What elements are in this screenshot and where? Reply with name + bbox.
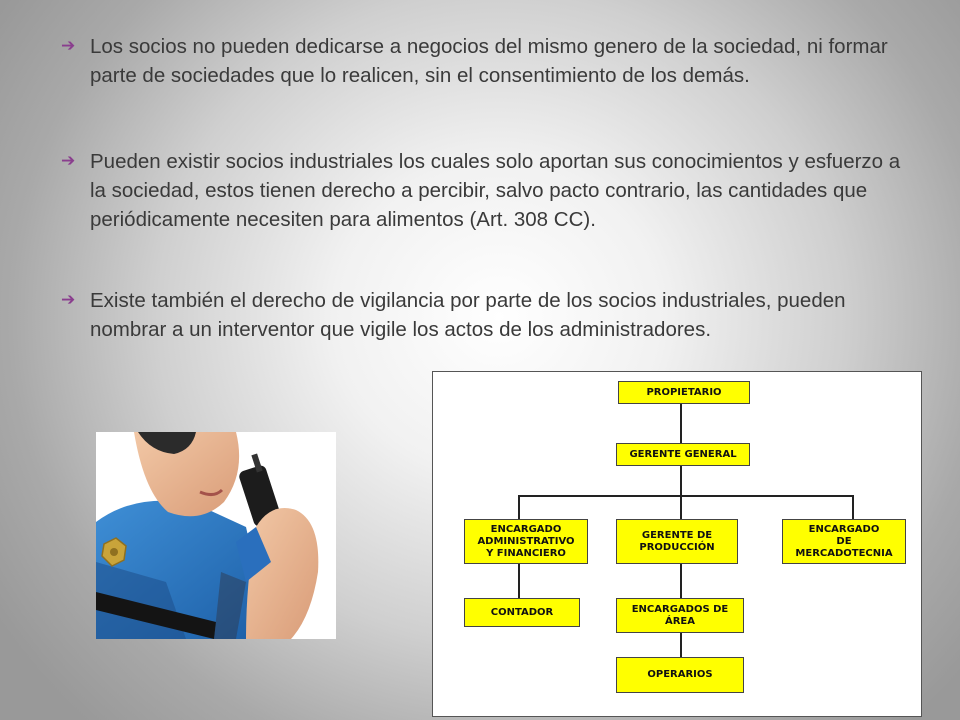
org-chart-connector xyxy=(680,495,682,519)
arrow-bullet-icon: ➔ xyxy=(61,151,76,171)
bullet-text: Existe también el derecho de vigilancia por parte de los socios industriales, pueden nombrar a un interventor que vigile los actos de los administradores. xyxy=(90,289,846,341)
security-guard-illustration xyxy=(96,432,336,639)
arrow-bullet-icon: ➔ xyxy=(61,36,76,56)
org-node-general-manager: GERENTE GENERAL xyxy=(616,443,750,466)
org-node-operators: OPERARIOS xyxy=(616,657,744,693)
org-chart-connector xyxy=(680,466,682,496)
org-chart xyxy=(432,371,922,717)
bullet-text: Pueden existir socios industriales los cuales solo aportan sus conocimientos y esfuerzo a la sociedad, estos tienen derecho a percibir, salvo pacto contrario, las cantidades que periódicamente necesiten para alimentos (Art. 308 CC). xyxy=(90,150,901,231)
org-node-admin: ENCARGADO ADMINISTRATIVO Y FINANCIERO xyxy=(464,519,588,564)
org-chart-connector xyxy=(518,495,853,497)
org-node-accountant: CONTADOR xyxy=(464,598,580,627)
org-chart-connector xyxy=(518,495,520,519)
arrow-bullet-icon: ➔ xyxy=(61,290,76,310)
org-chart-connector xyxy=(680,404,682,443)
org-chart-connector xyxy=(852,495,854,519)
org-chart-connector xyxy=(680,564,682,598)
org-node-owner: PROPIETARIO xyxy=(618,381,750,404)
org-node-area-managers: ENCARGADOS DE ÁREA xyxy=(616,598,744,633)
org-node-marketing: ENCARGADO DE MERCADOTECNIA xyxy=(782,519,906,564)
org-node-production: GERENTE DE PRODUCCIÓN xyxy=(616,519,738,564)
org-chart-connector xyxy=(680,633,682,657)
org-chart-connector xyxy=(518,564,520,598)
bullet-text: Los socios no pueden dedicarse a negocios del mismo genero de la sociedad, ni formar parte de sociedades que lo realicen, sin el consentimiento de los demás. xyxy=(90,35,888,87)
security-guard-photo xyxy=(96,432,336,639)
